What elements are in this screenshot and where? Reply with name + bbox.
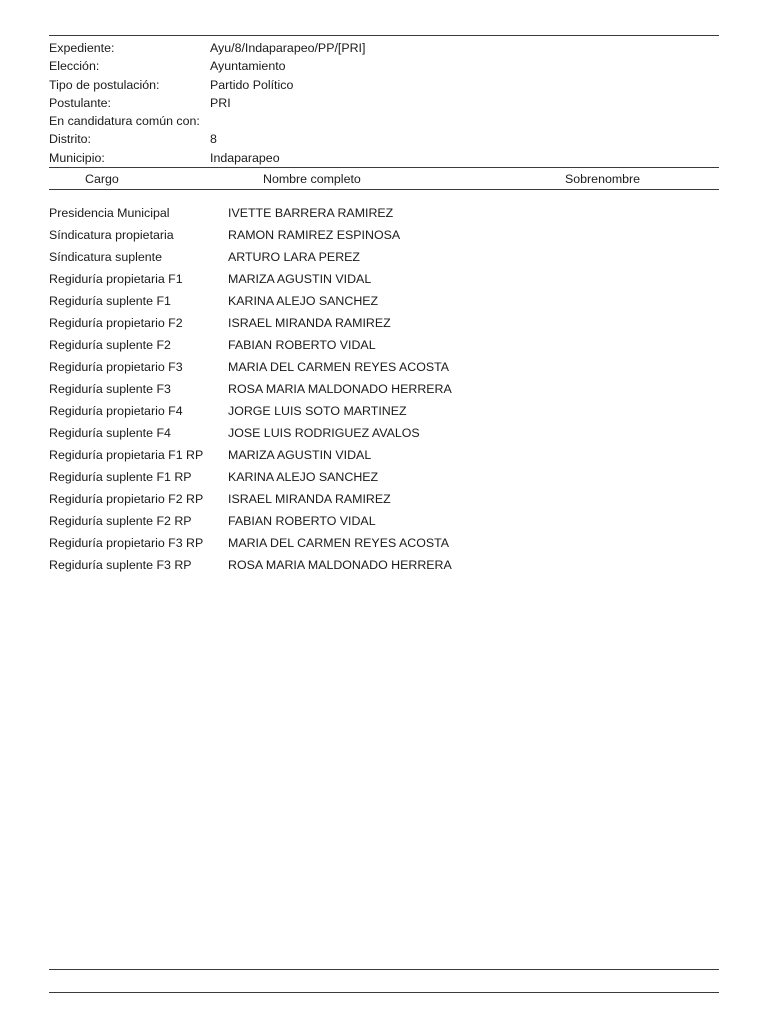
- column-header-cargo: Cargo: [85, 172, 119, 186]
- table-row: [49, 312, 719, 334]
- nombre-completo-cell: ISRAEL MIRANDA RAMIREZ: [228, 316, 391, 330]
- metadata-label: En candidatura común con:: [49, 114, 200, 129]
- table-row: [49, 224, 719, 246]
- header-top-divider: [49, 167, 719, 168]
- table-row: [49, 554, 719, 576]
- column-headers: [49, 170, 719, 189]
- nombre-completo-cell: FABIAN ROBERTO VIDAL: [228, 514, 376, 528]
- cargo-cell: Regiduría propietario F4: [49, 404, 183, 418]
- metadata-value: PRI: [210, 95, 231, 110]
- table-row: [49, 202, 719, 224]
- table-row: [49, 510, 719, 532]
- metadata-value: 8: [210, 132, 217, 147]
- metadata-label: Postulante:: [49, 95, 111, 110]
- nombre-completo-cell: ARTURO LARA PEREZ: [228, 250, 360, 264]
- nombre-completo-cell: MARIA DEL CARMEN REYES ACOSTA: [228, 536, 450, 550]
- metadata-row: [49, 39, 719, 57]
- table-row: [49, 444, 719, 466]
- metadata-label: Expediente:: [49, 41, 115, 55]
- footer-divider-2: [49, 992, 719, 993]
- nombre-completo-cell: IVETTE BARRERA RAMIREZ: [228, 206, 394, 220]
- nombre-completo-cell: RAMON RAMIREZ ESPINOSA: [228, 228, 401, 242]
- nombre-completo-cell: ISRAEL MIRANDA RAMIREZ: [228, 492, 391, 506]
- nombre-completo-cell: ROSA MARIA MALDONADO HERRERA: [228, 558, 452, 572]
- cargo-cell: Regiduría propietaria F1: [49, 272, 183, 286]
- table-row: [49, 400, 719, 422]
- nombre-completo-cell: MARIA DEL CARMEN REYES ACOSTA: [228, 360, 450, 374]
- table-row: [49, 422, 719, 444]
- metadata-label: Elección:: [49, 59, 100, 74]
- candidate-table: [49, 202, 719, 576]
- nombre-completo-cell: KARINA ALEJO SANCHEZ: [228, 294, 379, 308]
- metadata-label: Tipo de postulación:: [49, 77, 160, 92]
- metadata-label: Distrito:: [49, 132, 91, 147]
- nombre-completo-cell: ROSA MARIA MALDONADO HERRERA: [228, 382, 452, 396]
- cargo-cell: Regiduría suplente F3 RP: [49, 558, 192, 572]
- column-header-nombre-completo: Nombre completo: [263, 172, 361, 186]
- expediente-metadata: [49, 39, 719, 167]
- table-row: [49, 378, 719, 400]
- metadata-label: Municipio:: [49, 150, 105, 165]
- header-bottom-divider: [49, 189, 719, 190]
- cargo-cell: Regiduría propietario F2 RP: [49, 492, 204, 506]
- metadata-row: [49, 149, 719, 167]
- cargo-cell: Regiduría suplente F3: [49, 382, 171, 396]
- metadata-row: [49, 76, 719, 94]
- cargo-cell: Regiduría propietaria F1 RP: [49, 448, 204, 462]
- cargo-cell: Regiduría suplente F2 RP: [49, 514, 192, 528]
- cargo-cell: Síndicatura propietaria: [49, 228, 174, 242]
- metadata-value: Ayuntamiento: [210, 59, 286, 74]
- metadata-row: [49, 112, 719, 130]
- table-row: [49, 268, 719, 290]
- footer-divider-1: [49, 969, 719, 970]
- metadata-value: Indaparapeo: [210, 150, 280, 165]
- metadata-row: [49, 57, 719, 75]
- cargo-cell: Presidencia Municipal: [49, 206, 170, 220]
- cargo-cell: Regiduría suplente F1 RP: [49, 470, 192, 484]
- table-row: [49, 532, 719, 554]
- top-divider: [49, 35, 719, 36]
- table-row: [49, 488, 719, 510]
- metadata-value: Ayu/8/Indaparapeo/PP/[PRI]: [210, 41, 366, 55]
- metadata-value: Partido Político: [210, 77, 294, 92]
- table-row: [49, 466, 719, 488]
- cargo-cell: Regiduría propietario F3 RP: [49, 536, 204, 550]
- nombre-completo-cell: KARINA ALEJO SANCHEZ: [228, 470, 379, 484]
- cargo-cell: Regiduría suplente F4: [49, 426, 171, 440]
- cargo-cell: Regiduría suplente F2: [49, 338, 171, 352]
- cargo-cell: Regiduría propietario F2: [49, 316, 183, 330]
- table-row: [49, 290, 719, 312]
- cargo-cell: Síndicatura suplente: [49, 250, 162, 264]
- cargo-cell: Regiduría propietario F3: [49, 360, 183, 374]
- nombre-completo-cell: JORGE LUIS SOTO MARTINEZ: [228, 404, 407, 418]
- table-row: [49, 246, 719, 268]
- nombre-completo-cell: JOSE LUIS RODRIGUEZ AVALOS: [228, 426, 420, 440]
- table-row: [49, 334, 719, 356]
- metadata-row: [49, 94, 719, 112]
- nombre-completo-cell: FABIAN ROBERTO VIDAL: [228, 338, 376, 352]
- metadata-row: [49, 130, 719, 148]
- cargo-cell: Regiduría suplente F1: [49, 294, 171, 308]
- table-row: [49, 356, 719, 378]
- nombre-completo-cell: MARIZA AGUSTIN VIDAL: [228, 448, 372, 462]
- nombre-completo-cell: MARIZA AGUSTIN VIDAL: [228, 272, 372, 286]
- column-header-sobrenombre: Sobrenombre: [565, 172, 641, 186]
